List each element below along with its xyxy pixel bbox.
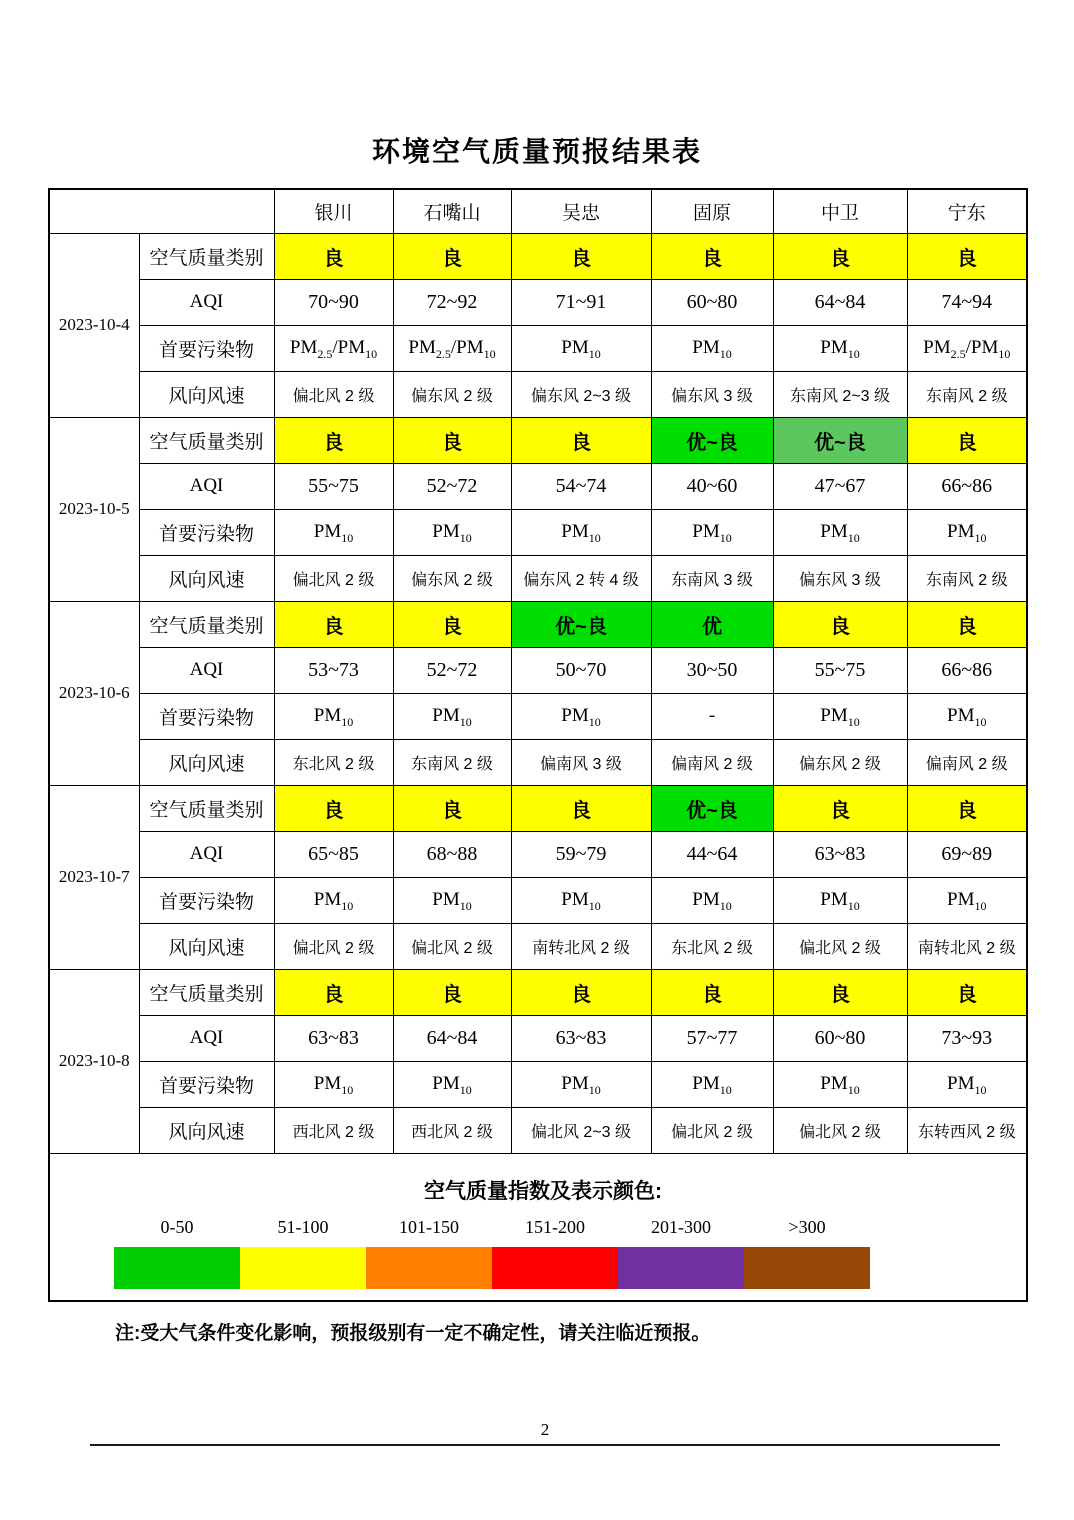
row-label-wind: 风向风速: [139, 739, 274, 785]
row-label-aqi: AQI: [139, 831, 274, 877]
category-cell: 优~良: [511, 601, 651, 647]
pollutant-cell: $PM_{10}$: [274, 693, 393, 739]
pollutant-cell: $PM_{10}$: [511, 877, 651, 923]
category-row: [49, 601, 1027, 647]
category-cell: 良: [511, 417, 651, 463]
category-row: [49, 417, 1027, 463]
aqi-cell: 69~89: [907, 831, 1027, 877]
pollutant-cell: $PM_{10}$: [907, 1061, 1027, 1107]
row-label-pollutant: 首要污染物: [139, 325, 274, 371]
pollutant-cell: $PM_{10}$: [651, 325, 773, 371]
category-cell: 良: [511, 969, 651, 1015]
city-header-yinchuan: 银川: [274, 189, 393, 233]
color-swatch-yellow: [240, 1247, 366, 1289]
category-row: [49, 785, 1027, 831]
city-header-guyuan: 固原: [651, 189, 773, 233]
wind-cell: 偏东风 2~3 级: [511, 371, 651, 417]
page-number: 2: [540, 1420, 550, 1439]
category-cell: 良: [907, 785, 1027, 831]
category-cell: 良: [651, 233, 773, 279]
wind-row: [49, 739, 1027, 785]
pollutant-cell: -: [651, 693, 773, 739]
aqi-cell: 50~70: [511, 647, 651, 693]
pollutant-cell: $PM_{10}$: [393, 1061, 511, 1107]
pollutant-row: [49, 325, 1027, 371]
aqi-row: [49, 1015, 1027, 1061]
pollutant-cell: $PM_{10}$: [773, 509, 907, 555]
aqi-cell: 73~93: [907, 1015, 1027, 1061]
row-label-aqi: AQI: [139, 1015, 274, 1061]
pollutant-cell: $PM_{10}$: [773, 1061, 907, 1107]
wind-cell: 东北风 2 级: [651, 923, 773, 969]
row-label-pollutant: 首要污染物: [139, 1061, 274, 1107]
aqi-cell: 70~90: [274, 279, 393, 325]
pollutant-cell: $PM_{10}$: [274, 1061, 393, 1107]
city-header-wuzhong: 吴忠: [511, 189, 651, 233]
wind-cell: 南转北风 2 级: [907, 923, 1027, 969]
row-label-aqi: AQI: [139, 463, 274, 509]
aqi-cell: 60~80: [773, 1015, 907, 1061]
row-label-category: 空气质量类别: [139, 233, 274, 279]
wind-cell: 西北风 2 级: [393, 1107, 511, 1153]
category-cell: 良: [907, 969, 1027, 1015]
wind-cell: 偏东风 3 级: [773, 555, 907, 601]
category-cell: 良: [907, 233, 1027, 279]
wind-cell: 偏北风 2 级: [773, 1107, 907, 1153]
row-label-wind: 风向风速: [139, 923, 274, 969]
aqi-cell: 30~50: [651, 647, 773, 693]
category-cell: 良: [773, 601, 907, 647]
category-cell: 良: [907, 601, 1027, 647]
wind-row: [49, 555, 1027, 601]
pollutant-cell: $PM_{10}$: [651, 1061, 773, 1107]
legend-title: 空气质量指数及表示颜色:: [424, 1179, 662, 1203]
wind-cell: 偏东风 2 转 4 级: [511, 555, 651, 601]
color-swatch-purple: [618, 1247, 744, 1289]
pollutant-row: [49, 1061, 1027, 1107]
pollutant-cell: $PM_{10}$: [511, 693, 651, 739]
aqi-cell: 63~83: [274, 1015, 393, 1061]
wind-cell: 东转西风 2 级: [907, 1107, 1027, 1153]
category-cell: 良: [274, 601, 393, 647]
category-cell: 良: [773, 969, 907, 1015]
row-label-category: 空气质量类别: [139, 601, 274, 647]
aqi-color-scale: [114, 1247, 870, 1289]
aqi-cell: 54~74: [511, 463, 651, 509]
wind-cell: 偏北风 2~3 级: [511, 1107, 651, 1153]
aqi-cell: 52~72: [393, 463, 511, 509]
wind-cell: 偏东风 3 级: [651, 371, 773, 417]
aqi-cell: 40~60: [651, 463, 773, 509]
aqi-cell: 57~77: [651, 1015, 773, 1061]
wind-row: [49, 1107, 1027, 1153]
aqi-cell: 52~72: [393, 647, 511, 693]
aqi-cell: 66~86: [907, 647, 1027, 693]
pollutant-cell: $PM_{10}$: [511, 509, 651, 555]
pollutant-cell: $PM_{10}$: [773, 325, 907, 371]
date-cell: 2023-10-8: [49, 969, 139, 1153]
wind-cell: 东南风 3 级: [651, 555, 773, 601]
category-row: [49, 233, 1027, 279]
aqi-cell: 66~86: [907, 463, 1027, 509]
pollutant-cell: $PM_{2.5}/PM_{10}$: [907, 325, 1027, 371]
city-header-zhongwei: 中卫: [773, 189, 907, 233]
wind-cell: 偏东风 2 级: [393, 371, 511, 417]
legend-range-labels: [114, 1217, 870, 1238]
pollutant-cell: $PM_{10}$: [393, 877, 511, 923]
aqi-cell: 59~79: [511, 831, 651, 877]
row-label-wind: 风向风速: [139, 555, 274, 601]
aqi-row: [49, 647, 1027, 693]
date-cell: 2023-10-6: [49, 601, 139, 785]
wind-row: [49, 923, 1027, 969]
aqi-legend: [49, 1153, 1027, 1301]
legend-range: 201-300: [651, 1216, 711, 1237]
wind-cell: 偏北风 2 级: [773, 923, 907, 969]
aqi-cell: 44~64: [651, 831, 773, 877]
row-label-pollutant: 首要污染物: [139, 509, 274, 555]
aqi-cell: 64~84: [393, 1015, 511, 1061]
aqi-cell: 55~75: [274, 463, 393, 509]
category-row: [49, 969, 1027, 1015]
aqi-row: [49, 831, 1027, 877]
pollutant-cell: $PM_{2.5}/PM_{10}$: [393, 325, 511, 371]
wind-cell: 西北风 2 级: [274, 1107, 393, 1153]
category-cell: 良: [651, 969, 773, 1015]
wind-cell: 偏北风 2 级: [651, 1107, 773, 1153]
category-cell: 良: [393, 601, 511, 647]
wind-cell: 东南风 2 级: [393, 739, 511, 785]
category-cell: 优: [651, 601, 773, 647]
pollutant-cell: $PM_{10}$: [511, 1061, 651, 1107]
aqi-cell: 63~83: [773, 831, 907, 877]
aqi-cell: 63~83: [511, 1015, 651, 1061]
pollutant-cell: $PM_{10}$: [651, 509, 773, 555]
category-cell: 良: [773, 785, 907, 831]
aqi-cell: 64~84: [773, 279, 907, 325]
legend-range: 0-50: [160, 1216, 194, 1237]
category-cell: 良: [274, 785, 393, 831]
wind-cell: 东南风 2~3 级: [773, 371, 907, 417]
category-cell: 良: [511, 233, 651, 279]
legend-range: >300: [788, 1216, 826, 1237]
pollutant-row: [49, 877, 1027, 923]
aqi-row: [49, 279, 1027, 325]
aqi-cell: 55~75: [773, 647, 907, 693]
wind-row: [49, 371, 1027, 417]
category-cell: 优~良: [651, 417, 773, 463]
wind-cell: 偏南风 2 级: [651, 739, 773, 785]
pollutant-cell: $PM_{2.5}/PM_{10}$: [274, 325, 393, 371]
wind-cell: 东南风 2 级: [907, 555, 1027, 601]
aqi-cell: 72~92: [393, 279, 511, 325]
row-label-pollutant: 首要污染物: [139, 877, 274, 923]
wind-cell: 偏北风 2 级: [274, 371, 393, 417]
wind-cell: 偏南风 2 级: [907, 739, 1027, 785]
category-cell: 良: [393, 785, 511, 831]
pollutant-row: [49, 509, 1027, 555]
row-label-pollutant: 首要污染物: [139, 693, 274, 739]
wind-cell: 东北风 2 级: [274, 739, 393, 785]
date-cell: 2023-10-5: [49, 417, 139, 601]
category-cell: 良: [274, 417, 393, 463]
wind-cell: 东南风 2 级: [907, 371, 1027, 417]
category-cell: 良: [393, 417, 511, 463]
page-footer: [90, 1420, 1000, 1446]
pollutant-cell: $PM_{10}$: [907, 509, 1027, 555]
aqi-cell: 68~88: [393, 831, 511, 877]
row-label-wind: 风向风速: [139, 1107, 274, 1153]
wind-cell: 偏北风 2 级: [274, 555, 393, 601]
category-cell: 良: [907, 417, 1027, 463]
date-cell: 2023-10-4: [49, 233, 139, 417]
pollutant-cell: $PM_{10}$: [773, 877, 907, 923]
pollutant-cell: $PM_{10}$: [907, 693, 1027, 739]
legend-row: [49, 1153, 1027, 1301]
corner-cell: [49, 189, 274, 233]
wind-cell: 偏北风 2 级: [274, 923, 393, 969]
city-header-ningdong: 宁东: [907, 189, 1027, 233]
category-cell: 优~良: [651, 785, 773, 831]
wind-cell: 偏东风 2 级: [773, 739, 907, 785]
pollutant-cell: $PM_{10}$: [393, 693, 511, 739]
color-swatch-red: [492, 1247, 618, 1289]
pollutant-cell: $PM_{10}$: [274, 877, 393, 923]
category-cell: 良: [274, 233, 393, 279]
pollutant-cell: $PM_{10}$: [907, 877, 1027, 923]
pollutant-cell: $PM_{10}$: [773, 693, 907, 739]
pollutant-cell: $PM_{10}$: [511, 325, 651, 371]
aqi-cell: 47~67: [773, 463, 907, 509]
wind-cell: 南转北风 2 级: [511, 923, 651, 969]
forecast-note: 注:受大气条件变化影响，预报级别有一定不确定性，请关注临近预报。: [115, 1323, 711, 1344]
aqi-forecast-table: [48, 188, 1028, 1302]
category-cell: 良: [393, 233, 511, 279]
color-swatch-green: [114, 1247, 240, 1289]
aqi-cell: 71~91: [511, 279, 651, 325]
row-label-category: 空气质量类别: [139, 417, 274, 463]
row-label-category: 空气质量类别: [139, 785, 274, 831]
row-label-category: 空气质量类别: [139, 969, 274, 1015]
pollutant-cell: $PM_{10}$: [651, 877, 773, 923]
page-title: 环境空气质量预报结果表: [371, 137, 702, 168]
wind-cell: 偏北风 2 级: [393, 923, 511, 969]
category-cell: 良: [511, 785, 651, 831]
legend-range: 101-150: [399, 1216, 459, 1237]
row-label-aqi: AQI: [139, 279, 274, 325]
row-label-wind: 风向风速: [139, 371, 274, 417]
pollutant-cell: $PM_{10}$: [393, 509, 511, 555]
category-cell: 良: [773, 233, 907, 279]
aqi-cell: 60~80: [651, 279, 773, 325]
legend-range: 151-200: [525, 1216, 585, 1237]
city-header-shizuishan: 石嘴山: [393, 189, 511, 233]
aqi-row: [49, 463, 1027, 509]
city-header-row: [49, 189, 1027, 233]
wind-cell: 偏南风 3 级: [511, 739, 651, 785]
category-cell: 良: [274, 969, 393, 1015]
aqi-cell: 53~73: [274, 647, 393, 693]
color-swatch-brown: [744, 1247, 870, 1289]
legend-range: 51-100: [277, 1216, 329, 1237]
category-cell: 良: [393, 969, 511, 1015]
aqi-cell: 74~94: [907, 279, 1027, 325]
row-label-aqi: AQI: [139, 647, 274, 693]
aqi-cell: 65~85: [274, 831, 393, 877]
color-swatch-orange: [366, 1247, 492, 1289]
pollutant-row: [49, 693, 1027, 739]
wind-cell: 偏东风 2 级: [393, 555, 511, 601]
pollutant-cell: $PM_{10}$: [274, 509, 393, 555]
category-cell: 优~良: [773, 417, 907, 463]
date-cell: 2023-10-7: [49, 785, 139, 969]
